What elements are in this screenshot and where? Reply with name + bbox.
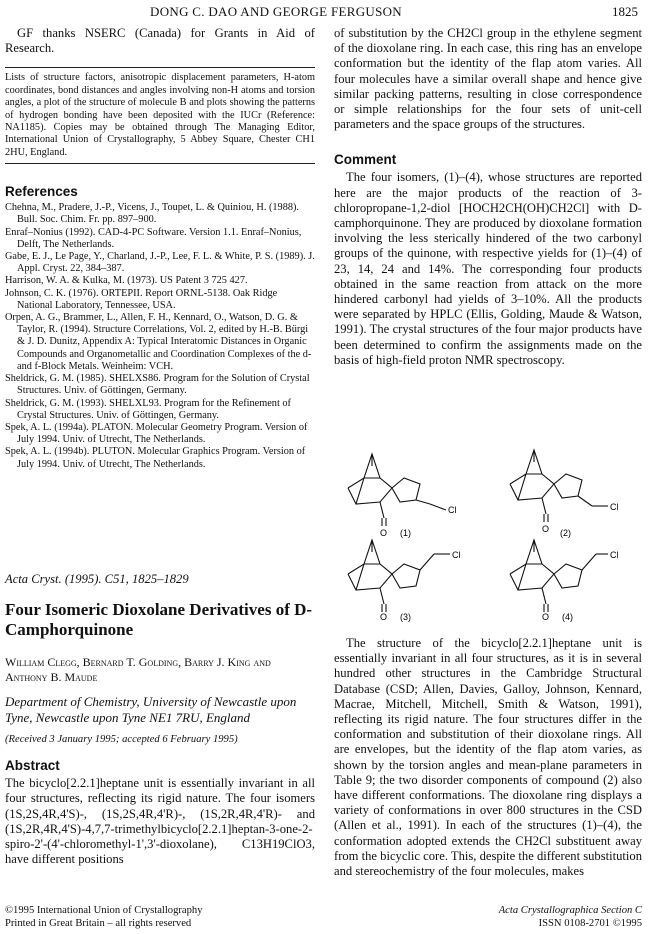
- figure-label: (4): [562, 612, 573, 622]
- received-dates: (Received 3 January 1995; accepted 6 February 1995): [5, 734, 238, 746]
- chlorine-label: Cl: [610, 502, 619, 512]
- article-block: [5, 572, 315, 867]
- figure-label: (1): [400, 528, 411, 538]
- reference-item: Harrison, W. A. & Kulka, M. (1973). US Patent 3 725 427.: [5, 275, 248, 287]
- journal-reference: Acta Cryst. (1995). C51, 1825–1829: [5, 572, 189, 586]
- oxygen-label: O: [542, 524, 550, 534]
- right-column-lower: [334, 636, 642, 879]
- divider: [5, 67, 315, 68]
- molecule-structure: [510, 450, 608, 522]
- reference-item: Spek, A. L. (1994a). PLATON. Molecular Geometry Program. Version of July 1994. Univ. of Utrecht, The Netherlands.: [5, 421, 308, 446]
- figure-label: (3): [400, 612, 411, 622]
- molecule-structure: [348, 454, 446, 526]
- reference-list: [5, 202, 315, 470]
- isomer-structures-figure: [334, 448, 642, 624]
- footer-right: [499, 905, 642, 930]
- right-column: [334, 26, 642, 368]
- reference-item: Johnson, C. K. (1976). ORTEPII. Report ORNL-5138. Oak Ridge National Laboratory, Tennessee, USA.: [5, 287, 278, 311]
- reference-item: Spek, A. L. (1994b). PLUTON. Molecular Graphics Program. Version of July 1994. Univ. of Utrecht, The Netherlands.: [5, 446, 306, 470]
- header-authors: DONG C. DAO AND GEORGE FERGUSON: [150, 4, 402, 19]
- footer-left: [5, 905, 315, 930]
- acknowledgement: GF thanks NSERC (Canada) for Grants in Aid of Research.: [5, 26, 315, 56]
- deposition-note: Lists of structure factors, anisotropic displacement parameters, H-atom coordinates, bond distances and angles involving non-H atoms and torsion angles, a plot of the structure of molecule B and plots showing the patterns of hydrogen bonding have been deposited with the IUCr (Reference: NA1185). Copies may be obtained through The Managing Editor, International Union of Crystallography, 5 Abbey Square, Chester CH1 2HU, England.: [5, 72, 315, 158]
- chlorine-label: Cl: [452, 550, 461, 560]
- abstract-continuation: of substitution by the CH2Cl group in the ethylene segment of the dioxolane ring. In each case, this ring has an envelope conformation but the identity of the flap atom varies. All four molecules have a similar overall shape and hence give similar packing patterns, resulting in close correspondence or simple relationships for the four sets of unit-cell parameters and the space groups of the structures.: [334, 26, 642, 132]
- reference-item: Gabe, E. J., Le Page, Y., Charland, J.-P., Lee, F. L. & White, P. S. (1989). J. Appl. Cryst. 22, 384–387.: [5, 251, 315, 275]
- page-number: 1825: [612, 4, 638, 19]
- abstract-heading: Abstract: [5, 758, 60, 774]
- article-authors: William Clegg, Bernard T. Golding, Barry J. King and Anthony B. Maude: [5, 655, 271, 685]
- structure-discussion: The structure of the bicyclo[2.2.1]heptane unit is essentially invariant in all four structures, as it is in several hundred other structures in the Cambridge Structural Database (CSD; Allen, Davies, Galloy, Johnson, Kennard, Macrae, Mitchell, Mitchell, Smith & Watson, 1991), reflecting its rigid nature. The four structures differ in the conformation and substitution of their dioxolane rings. All are envelopes, but the identity of the flap atom varies, as shown by the torsion angles and mean-plane parameters in Table 9; the two disorder components of compound (2) also have different conformations. The dioxolane ring displays a variety of conformations in over 800 structures in the CSD (Allen et al., 1991). In each of the structures (1)–(4), the conformation adopted extends the CH2Cl substituent away from the bicyclic core. This, despite the different substitution and stereochemistry of the four molecules, makes: [334, 636, 643, 879]
- printed-note: Printed in Great Britain – all rights reserved: [5, 917, 192, 929]
- issn: ISSN 0108-2701 ©1995: [538, 917, 642, 929]
- abstract-text: The bicyclo[2.2.1]heptane unit is essentially invariant in all four structures, reflecting its rigid nature. The four isomers (1S,2S,4R,4'S)-, (1S,2S,4R,4'R)-, (1S,2R,4R,4'R)- and (1S,2R,4R,4'S)-4,7,7-trimethylbicyclo[2.2.1]heptan-3-one-2-spiro-2'-(4'-chloromethyl-1',3'-dioxolane), C13H19ClO3, have different positions: [5, 776, 315, 867]
- divider: [5, 163, 315, 164]
- figure-label: (2): [560, 528, 571, 538]
- chlorine-label: Cl: [610, 550, 619, 560]
- comment-heading: Comment: [334, 152, 397, 168]
- running-header: [0, 4, 650, 22]
- oxygen-label: O: [380, 528, 388, 538]
- journal-name: Acta Crystallographica Section C: [498, 905, 642, 916]
- comment-text: The four isomers, (1)–(4), whose structures are reported here are the major products of the reaction of 3-chloropropane-1,2-diol [HOCH2CH(OH)CH2Cl] with D-camphorquinone. They are produced by dioxolane formation involving the less sterically hindered of the two carbonyl groups of the quinone, with respective yields for (1)–(4) of 23, 14, 24 and 14%. The corresponding four products obtained in the same reaction from attack on the more hindered carbonyl had yields of 3–10%. All the products were separated by HPLC (Ellis, Golding, Maude & Watson, 1991). The crystal structures of the four major products have been determined to confirm the assignments made on the basis of high-field proton NMR spectroscopy.: [334, 170, 642, 367]
- reference-item: Chehna, M., Pradere, J.-P., Vicens, J., Toupet, L. & Quiniou, H. (1988). Bull. Soc. Chim. Fr. pp. 897–900.: [5, 202, 299, 226]
- references-heading: References: [5, 184, 78, 200]
- reference-item: Orpen, A. G., Brammer, L., Allen, F. H., Kennard, O., Watson, D. G. & Taylor, R. (1994). Structure Correlations, Vol. 2, edited by H.-B. Bürgi & J. D. Dunitz, Appendix A: Typical Interatomic Distances in Organic Compounds and Organometallic and Coordination Complexes of the d- and f-Block Metals. Weinheim: VCH.: [5, 312, 312, 372]
- oxygen-label: O: [542, 612, 550, 622]
- reference-item: Sheldrick, G. M. (1985). SHELXS86. Program for the Solution of Crystal Structures. Univ. of Göttingen, Germany.: [5, 373, 310, 397]
- molecule-structure: [348, 540, 450, 612]
- affiliation: Department of Chemistry, University of Newcastle upon Tyne, Newcastle upon Tyne NE1 7RU, England: [5, 694, 297, 726]
- left-column: [5, 26, 315, 471]
- molecule-structure: [510, 540, 608, 612]
- reference-item: Sheldrick, G. M. (1993). SHELXL93. Program for the Refinement of Crystal Structures. Univ. of Göttingen, Germany.: [5, 397, 291, 421]
- copyright: ©1995 International Union of Crystallography: [5, 905, 203, 916]
- reference-item: Enraf–Nonius (1992). CAD-4-PC Software. Version 1.1. Enraf–Nonius, Delft, The Netherlands.: [5, 226, 302, 250]
- chlorine-label: Cl: [448, 505, 457, 515]
- article-title: Four Isomeric Dioxolane Derivatives of D-Camphorquinone: [5, 600, 313, 640]
- oxygen-label: O: [380, 612, 388, 622]
